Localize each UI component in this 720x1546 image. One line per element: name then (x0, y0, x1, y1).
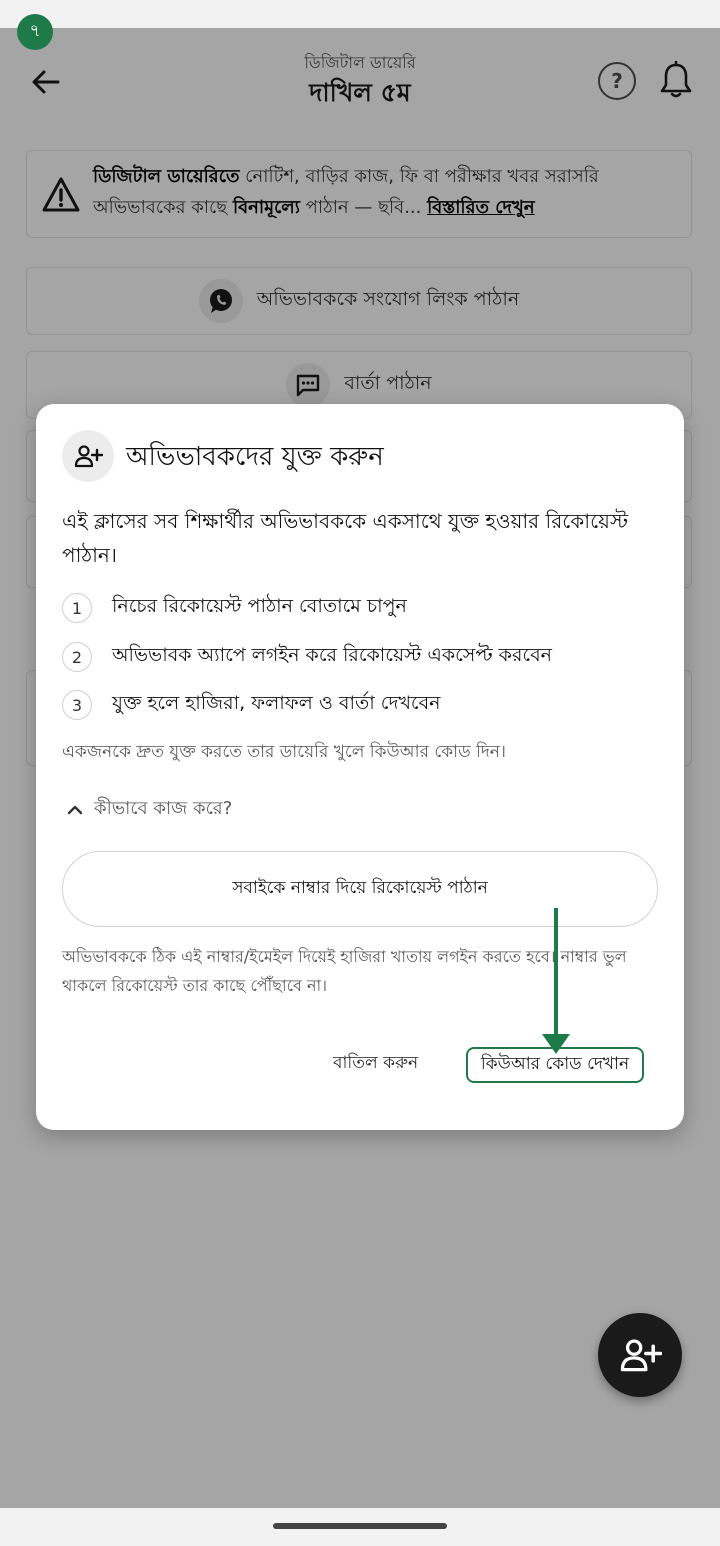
step-item (62, 592, 407, 624)
page-title: দাখিল ৫ম (309, 78, 411, 107)
show-qr-code-label: কিউআর কোড দেখান (480, 1054, 630, 1074)
message-icon-wrap (286, 363, 330, 407)
person-add-icon (73, 441, 103, 471)
notice-text-part-1: নোটিশ, বাড়ির কাজ, ফি বা পরীক্ষার খবর সরাসরি অভিভাবকের কাছে (93, 166, 599, 218)
chat-bubble-icon (294, 371, 322, 399)
whatsapp-icon (207, 287, 235, 315)
add-guardians-dialog (36, 404, 684, 1130)
send-message-label: বার্তা পাঠান (344, 372, 432, 394)
cancel-button[interactable]: বাতিল করুন (333, 1053, 419, 1073)
step-text: অভিভাবক অ্যাপে লগইন করে রিকোয়েস্ট একসেপ্ট করবেন (112, 644, 552, 666)
notice-text (93, 161, 683, 223)
home-gesture-handle[interactable] (273, 1523, 447, 1529)
notice-bold-mid: বিনামূল্যে (232, 197, 300, 218)
send-request-to-all-label: সবাইকে নাম্বার দিয়ে রিকোয়েস্ট পাঠান (232, 878, 488, 898)
whatsapp-icon-wrap (199, 279, 243, 323)
notifications-button[interactable] (658, 60, 694, 100)
details-link[interactable]: বিস্তারিত দেখুন (427, 197, 535, 218)
step-text: যুক্ত হলে হাজিরা, ফলাফল ও বার্তা দেখবেন (112, 692, 441, 714)
add-person-icon-wrap (62, 430, 114, 482)
person-add-icon (618, 1333, 662, 1377)
send-link-label: অভিভাবককে সংযোগ লিংক পাঠান (256, 288, 520, 310)
notice-text-part-2: পাঠান — ছবি... (299, 197, 428, 218)
step-number: 1 (62, 593, 92, 623)
step-number: 2 (62, 642, 92, 672)
info-notice (26, 150, 692, 238)
dialog-description: এই ক্লাসের সব শিক্ষার্থীর অভিভাবককে একসাথে যুক্ত হওয়ার রিকোয়েস্ট পাঠান। (62, 509, 629, 567)
status-bar (0, 0, 720, 28)
header-subtitle: ডিজিটাল ডায়েরি (304, 53, 416, 72)
step-number: 3 (62, 690, 92, 720)
chevron-up-icon (66, 801, 84, 819)
step-item (62, 641, 552, 673)
how-it-works-toggle[interactable] (66, 794, 232, 825)
login-warning-note: অভিভাবককে ঠিক এই নাম্বার/ইমেইল দিয়েই হাজিরা খাতায় লগইন করতে হবে। নাম্বার ভুল থাকলে রিকোয়েস্ট তার কাছে পৌঁছাবে না। (62, 947, 627, 995)
add-guardian-fab[interactable] (598, 1313, 682, 1397)
help-circle-icon: ? (611, 69, 623, 93)
dialog-title: অভিভাবকদের যুক্ত করুন (126, 442, 384, 472)
step-badge: ৭ (17, 14, 53, 50)
system-nav-bar (0, 1508, 720, 1546)
annotation-arrow (534, 908, 578, 1056)
qr-hint-text: একজনকে দ্রুত যুক্ত করতে তার ডায়েরি খুলে কিউআর কোড দিন। (62, 742, 507, 762)
how-it-works-label: কীভাবে কাজ করে? (94, 798, 233, 819)
notice-bold-prefix: ডিজিটাল ডায়েরিতে (93, 166, 240, 187)
warning-triangle-icon (41, 175, 81, 215)
bell-icon (658, 60, 694, 100)
step-text: নিচের রিকোয়েস্ট পাঠান বোতামে চাপুন (112, 595, 407, 617)
help-button[interactable] (598, 62, 636, 100)
send-connect-link-button[interactable] (26, 267, 692, 335)
step-item (62, 689, 441, 721)
